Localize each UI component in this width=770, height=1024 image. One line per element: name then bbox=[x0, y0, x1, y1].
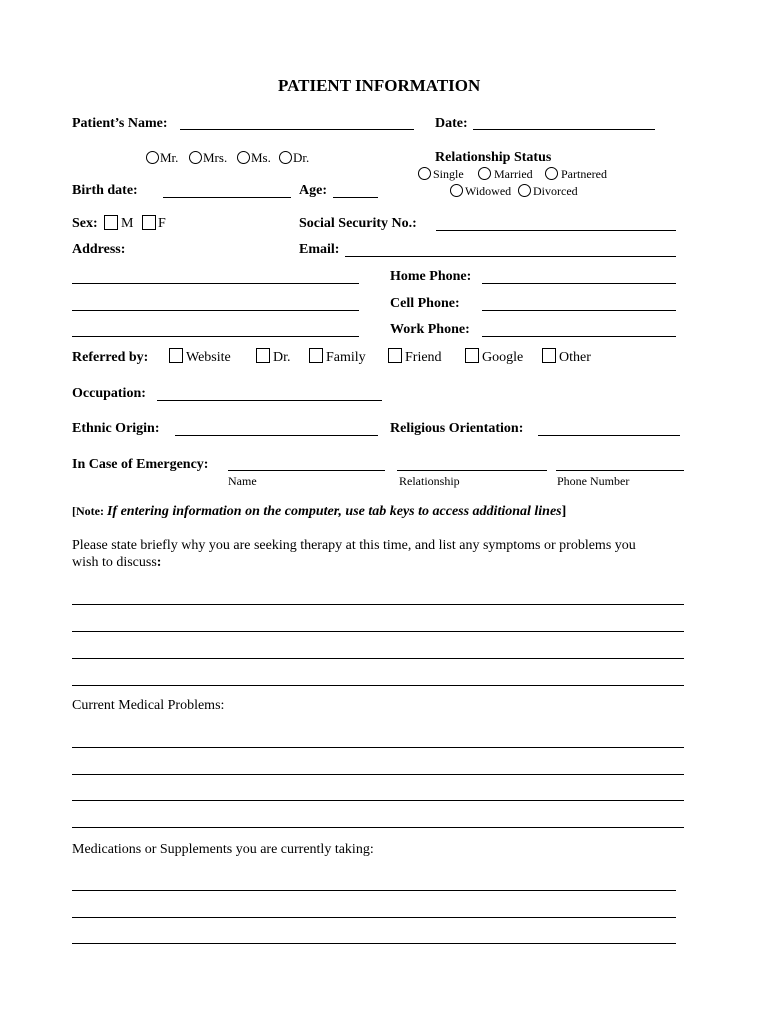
title-mrs-radio[interactable] bbox=[189, 151, 202, 164]
patient-name-label: Patient’s Name: bbox=[72, 116, 168, 131]
address-line-3[interactable] bbox=[72, 336, 359, 337]
therapy-question-cont bbox=[72, 555, 161, 571]
medications-line-2[interactable] bbox=[72, 917, 676, 918]
referred-by-label: Referred by: bbox=[72, 350, 149, 365]
cell-phone-field[interactable] bbox=[482, 310, 676, 311]
referred-other-checkbox[interactable] bbox=[542, 348, 556, 363]
home-phone-label: Home Phone: bbox=[390, 269, 472, 284]
ssn-label: Social Security No.: bbox=[299, 216, 417, 231]
therapy-answer-line-2[interactable] bbox=[72, 631, 684, 632]
medications-line-1[interactable] bbox=[72, 890, 676, 891]
sex-m-checkbox[interactable] bbox=[104, 215, 118, 230]
relationship-divorced-label: Divorced bbox=[533, 184, 578, 198]
referred-website-label: Website bbox=[186, 350, 231, 365]
cell-phone-label: Cell Phone: bbox=[390, 296, 460, 311]
sex-m-label: M bbox=[121, 216, 134, 231]
emergency-relationship-field[interactable] bbox=[397, 470, 547, 471]
medical-line-2[interactable] bbox=[72, 774, 684, 775]
relationship-partnered-radio[interactable] bbox=[545, 167, 558, 180]
relationship-married-label: Married bbox=[494, 167, 533, 181]
relationship-divorced-radio[interactable] bbox=[518, 184, 531, 197]
therapy-question-cont-text: wish to discuss bbox=[72, 555, 157, 570]
work-phone-label: Work Phone: bbox=[390, 322, 470, 337]
religious-orientation-label: Religious Orientation: bbox=[390, 421, 524, 436]
medical-line-1[interactable] bbox=[72, 747, 684, 748]
therapy-answer-line-1[interactable] bbox=[72, 604, 684, 605]
referred-dr-label: Dr. bbox=[273, 350, 291, 365]
page-title: PATIENT INFORMATION bbox=[278, 76, 481, 95]
therapy-question-colon: : bbox=[156, 555, 162, 570]
sex-label: Sex: bbox=[72, 216, 98, 231]
relationship-widowed-label: Widowed bbox=[465, 184, 512, 198]
address-line-2[interactable] bbox=[72, 310, 359, 311]
emergency-phone-field[interactable] bbox=[556, 470, 684, 471]
patient-name-field[interactable] bbox=[180, 129, 414, 130]
title-mr-label: Mr. bbox=[160, 150, 179, 165]
note-suffix: ] bbox=[561, 504, 567, 519]
emergency-name-field[interactable] bbox=[228, 470, 385, 471]
medical-line-3[interactable] bbox=[72, 800, 684, 801]
birth-date-label: Birth date: bbox=[72, 183, 138, 198]
ethnic-origin-field[interactable] bbox=[175, 435, 378, 436]
religious-orientation-field[interactable] bbox=[538, 435, 680, 436]
ethnic-origin-label: Ethnic Origin: bbox=[72, 421, 160, 436]
referred-google-checkbox[interactable] bbox=[465, 348, 479, 363]
note-prefix: [Note: bbox=[72, 504, 104, 518]
note bbox=[72, 504, 566, 520]
occupation-label: Occupation: bbox=[72, 386, 146, 401]
emergency-label: In Case of Emergency: bbox=[72, 457, 209, 472]
title-dr-label: Dr. bbox=[293, 150, 310, 165]
date-label: Date: bbox=[435, 116, 468, 131]
emergency-phone-sublabel: Phone Number bbox=[557, 474, 630, 488]
medications-line-3[interactable] bbox=[72, 943, 676, 944]
medical-problems-label: Current Medical Problems: bbox=[72, 698, 225, 713]
ssn-field[interactable] bbox=[436, 230, 676, 231]
referred-family-label: Family bbox=[326, 350, 366, 365]
referred-family-checkbox[interactable] bbox=[309, 348, 323, 363]
referred-google-label: Google bbox=[482, 350, 524, 365]
relationship-widowed-radio[interactable] bbox=[450, 184, 463, 197]
referred-dr-checkbox[interactable] bbox=[256, 348, 270, 363]
relationship-status-label: Relationship Status bbox=[435, 150, 552, 165]
date-field[interactable] bbox=[473, 129, 655, 130]
relationship-partnered-label: Partnered bbox=[561, 167, 607, 181]
sex-f-label: F bbox=[158, 216, 166, 231]
title-ms-radio[interactable] bbox=[237, 151, 250, 164]
home-phone-field[interactable] bbox=[482, 283, 676, 284]
referred-other-label: Other bbox=[559, 350, 591, 365]
referred-friend-label: Friend bbox=[405, 350, 442, 365]
title-dr-radio[interactable] bbox=[279, 151, 292, 164]
title-mrs-label: Mrs. bbox=[203, 150, 228, 165]
therapy-question: Please state briefly why you are seeking therapy at this time, and list any symptoms or problems you bbox=[72, 538, 636, 553]
age-label: Age: bbox=[299, 183, 327, 198]
relationship-married-radio[interactable] bbox=[478, 167, 491, 180]
sex-f-checkbox[interactable] bbox=[142, 215, 156, 230]
birth-date-field[interactable] bbox=[163, 197, 291, 198]
referred-friend-checkbox[interactable] bbox=[388, 348, 402, 363]
medical-line-4[interactable] bbox=[72, 827, 684, 828]
emergency-relationship-sublabel: Relationship bbox=[399, 474, 460, 488]
occupation-field[interactable] bbox=[157, 400, 382, 401]
therapy-answer-line-4[interactable] bbox=[72, 685, 684, 686]
relationship-single-label: Single bbox=[433, 167, 464, 181]
email-label: Email: bbox=[299, 242, 340, 257]
title-ms-label: Ms. bbox=[251, 150, 271, 165]
email-field[interactable] bbox=[345, 256, 676, 257]
note-text: If entering information on the computer, use tab keys to access additional lines bbox=[106, 504, 562, 519]
address-line-1[interactable] bbox=[72, 283, 359, 284]
therapy-answer-line-3[interactable] bbox=[72, 658, 684, 659]
age-field[interactable] bbox=[333, 197, 378, 198]
address-label: Address: bbox=[72, 242, 126, 257]
work-phone-field[interactable] bbox=[482, 336, 676, 337]
relationship-single-radio[interactable] bbox=[418, 167, 431, 180]
medications-label: Medications or Supplements you are currently taking: bbox=[72, 842, 374, 857]
emergency-name-sublabel: Name bbox=[228, 474, 257, 488]
title-mr-radio[interactable] bbox=[146, 151, 159, 164]
referred-website-checkbox[interactable] bbox=[169, 348, 183, 363]
